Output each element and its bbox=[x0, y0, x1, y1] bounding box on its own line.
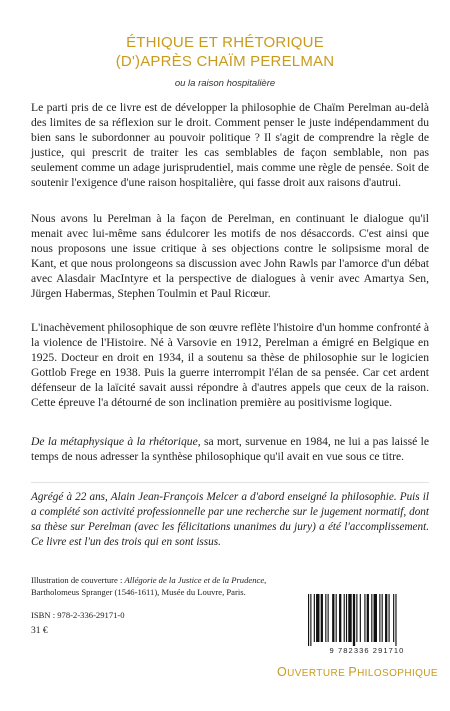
isbn: ISBN : 978-2-336-29171-0 bbox=[31, 610, 125, 620]
barcode-bars bbox=[306, 594, 428, 646]
artwork-title: Allégorie de la Justice et de la Prudence bbox=[124, 575, 265, 585]
collection-o: O bbox=[276, 665, 288, 679]
collection-p: P bbox=[348, 665, 358, 679]
book-title-line1: ÉTHIQUE ET RHÉTORIQUE bbox=[126, 34, 324, 51]
paragraph-2 bbox=[31, 211, 429, 302]
barcode-number: 9 782336 291710 bbox=[329, 646, 405, 655]
paragraph-3 bbox=[31, 320, 429, 411]
paragraph-4-text bbox=[31, 434, 429, 464]
book-subtitle: ou la raison hospitalière bbox=[174, 78, 276, 89]
paragraph-1 bbox=[31, 100, 429, 191]
paragraph-1-text: Le parti pris de ce livre est de développer la philosophie de Chaïm Perelman au-delà des limites de sa réflexion sur le droit. Comment penser le juste indépendamment du bien sans le subordonner au pouvoir politique ? Il s'agit de comprendre la règle de justice, qui prescrit de traiter les cas semblables de façon semblable, non pas seulement comme un adage jurisprudentiel, mais comme une règle de pensée. Soit de soutenir l'exigence d'une raison hospitalière, qui fasse droit aux raisons d'autrui. bbox=[31, 101, 429, 190]
price: 31 € bbox=[31, 626, 48, 636]
paragraph-4-rest: , sa mort, survenue en 1984, ne lui a pas laissé le temps de nous adresser la synthèse philosophique qu'il avait en vue sous ce titre. bbox=[31, 435, 429, 464]
collection-uverture: UVERTURE bbox=[287, 668, 349, 679]
work-title: De la métaphysique à la rhétorique bbox=[31, 435, 198, 448]
collection-hilosophique: HILOSOPHIQUE bbox=[357, 668, 438, 679]
cover-credits bbox=[31, 574, 351, 598]
author-bio: Agrégé à 22 ans, Alain Jean-François Melcer a d'abord enseigné la philosophie. Puis il a complété son activité professionnelle par une recherche sur le jugement normatif, dont sa thèse sur Perelman (avec les félicitations unanimes du jury) a été l'accomplissement. Ce livre est l'un des trois qui en sont issus. bbox=[31, 491, 429, 548]
credits-suffix: , bbox=[264, 575, 267, 585]
paragraph-3-text: L'inachèvement philosophique de son œuvre reflète l'histoire d'un homme confronté à la violence de l'Histoire. Né à Varsovie en 1912, Perelman a émigré en Belgique en 1925. Docteur en droit en 1934, il a soutenu sa thèse de philosophie sur le logicien Gottlob Frege en 1938. Puis la guerre interrompit l'élan de sa pensée. Car cet ardent défenseur de la laïcité savait aussi répondre à d'autres appels que ceux de la raison. Cette épreuve l'a détourné de son inclination première au positivisme logique. bbox=[31, 321, 429, 410]
paragraph-2-text: Nous avons lu Perelman à la façon de Perelman, en continuant le dialogue qu'il menait avec lui-même sans édulcorer les motifs de nos désaccords. C'est ainsi que nous proposons une issue critique à ses objections contre le solipsisme moral de Kant, et que nous prolongeons sa discussion avec John Rawls par l'amorce d'un débat avec Alasdair MacIntyre et la perspective de dialogues à venir avec Amartya Sen, Jürgen Habermas, Stephen Toulmin et Paul Ricœur. bbox=[31, 212, 429, 301]
paragraph-4 bbox=[31, 434, 429, 464]
book-title-line2: (D')APRÈS CHAÏM PERELMAN bbox=[115, 53, 335, 70]
credits-line2: Bartholomeus Spranger (1546-1611), Musée du Louvre, Paris. bbox=[31, 587, 246, 597]
collection-name bbox=[0, 665, 438, 679]
barcode-icon bbox=[306, 594, 428, 646]
section-divider bbox=[31, 482, 429, 483]
credits-prefix: Illustration de couverture : bbox=[31, 575, 125, 585]
